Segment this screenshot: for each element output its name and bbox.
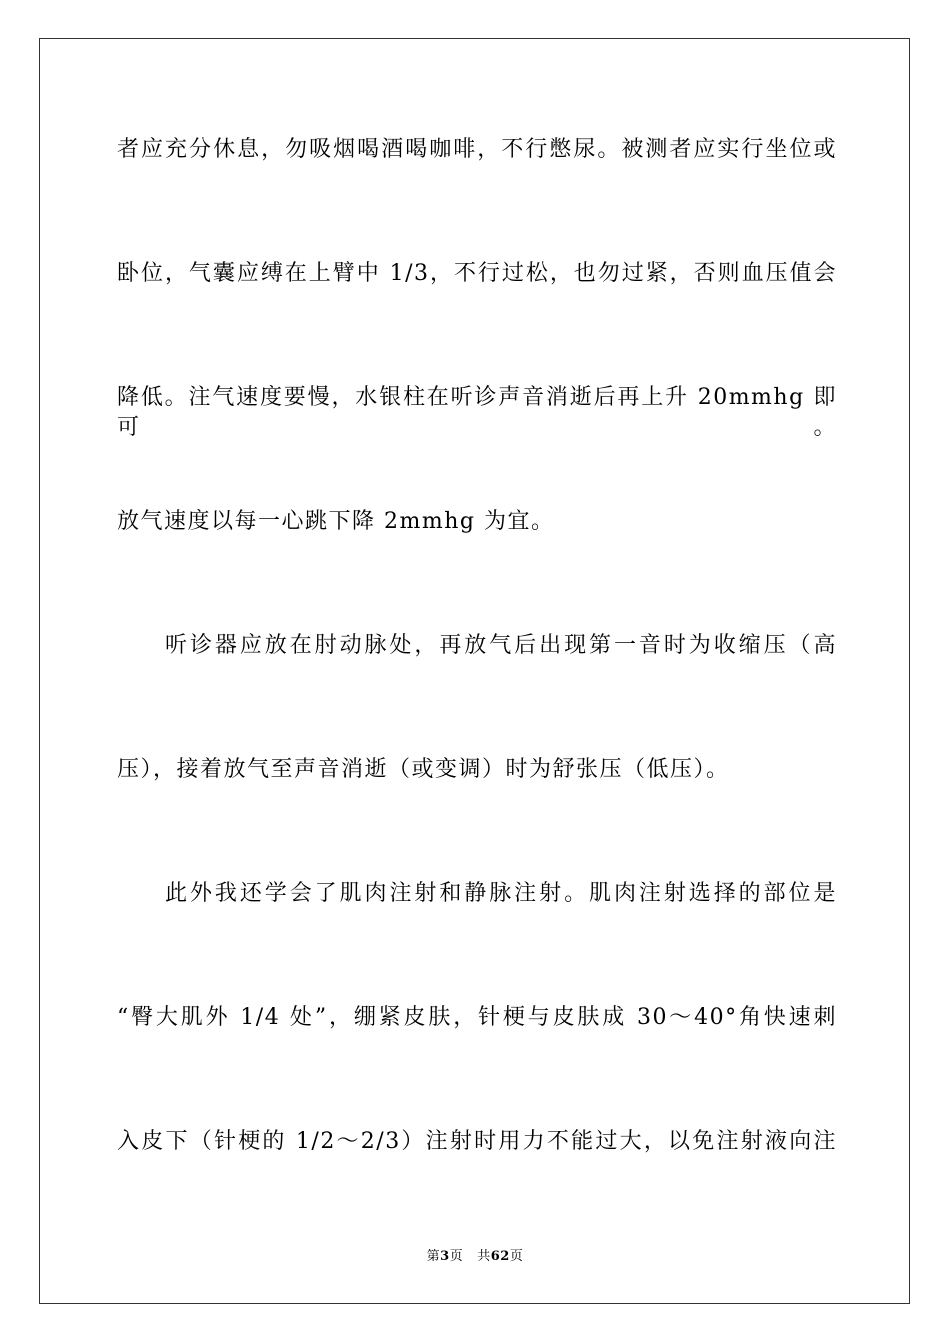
text-line-8: “臀大肌外 1/4 处”，绷紧皮肤，针梗与皮肤成 30～40°角快速刺 <box>117 1005 837 1030</box>
text-line-2: 卧位，气囊应缚在上臂中 1/3，不行过松，也勿过紧，否则血压值会 <box>117 261 837 286</box>
text-line-9: 入皮下（针梗的 1/2～2/3）注射时用力不能过大，以免注射液向注 <box>117 1129 837 1154</box>
text-line-4: 放气速度以每一心跳下降 2mmhg 为宜。 <box>117 509 555 534</box>
page-number: 3 <box>440 1249 450 1264</box>
text-line-7: 此外我还学会了肌肉注射和静脉注射。肌肉注射选择的部位是 <box>165 881 837 906</box>
text-line-5: 听诊器应放在肘动脉处，再放气后出现第一音时为收缩压（高 <box>165 633 837 658</box>
page-prefix: 第 <box>426 1249 441 1264</box>
page-border <box>39 38 910 1304</box>
text-line-1: 者应充分休息，勿吸烟喝酒喝咖啡，不行憋尿。被测者应实行坐位或 <box>117 137 837 162</box>
total-pages: 62 <box>490 1249 510 1264</box>
text-line-6: 压），接着放气至声音消逝（或变调）时为舒张压（低压）。 <box>117 757 730 782</box>
total-prefix: 共 <box>477 1249 491 1264</box>
total-suffix: 页 <box>509 1249 524 1264</box>
page-footer <box>0 1248 950 1266</box>
page-suffix: 页 <box>449 1249 464 1264</box>
text-line-3: 降低。注气速度要慢，水银柱在听诊声音消逝后再上升 20mmhg 即可。 <box>117 385 837 440</box>
